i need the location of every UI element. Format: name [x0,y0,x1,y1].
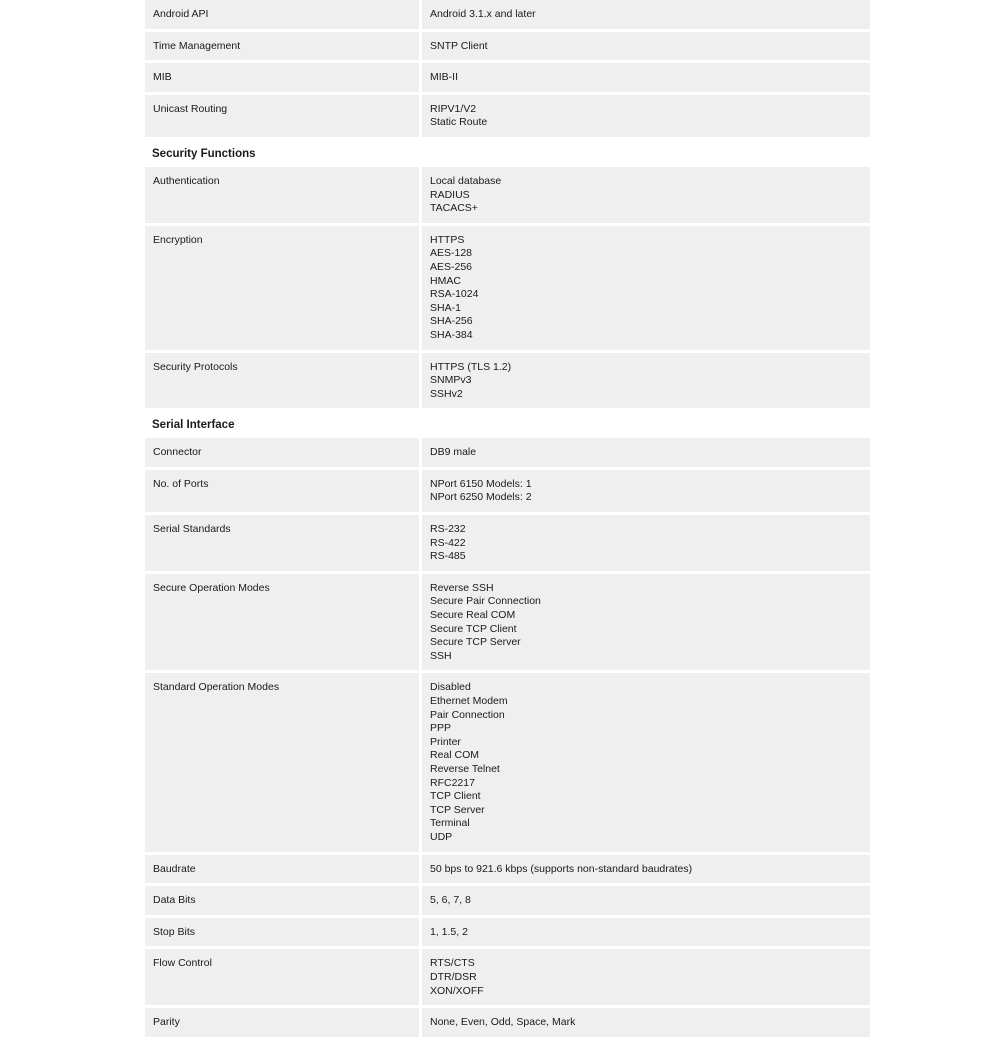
spec-value-line: 5, 6, 7, 8 [430,894,471,907]
spec-row [145,95,870,137]
spec-value-line: HMAC [430,274,461,287]
spec-value [422,63,870,92]
spec-value [422,886,870,915]
spec-value-line: SSH [430,649,452,662]
spec-row [145,353,870,409]
spec-value-line: RSA-1024 [430,288,479,301]
spec-label: No. of Ports [145,470,419,512]
spec-label: MIB [145,63,419,92]
spec-value [422,918,870,947]
spec-value-line: Secure TCP Client [430,622,517,635]
spec-label: Connector [145,438,419,467]
spec-value-line: RTS/CTS [430,957,475,970]
spec-value-line: RFC2217 [430,776,475,789]
spec-value-line: TCP Client [430,790,481,803]
spec-value-line: DTR/DSR [430,970,477,983]
spec-label: Encryption [145,226,419,350]
spec-label: Data Bits [145,886,419,915]
spec-value-line: UDP [430,830,453,843]
spec-label: Android API [145,0,419,29]
spec-value-line: RS-485 [430,550,466,563]
spec-label: Authentication [145,167,419,223]
spec-value-line: Real COM [430,749,480,762]
spec-value-line: 50 bps to 921.6 kbps (supports non-standard baudrates) [430,862,693,875]
spec-value-line: RADIUS [430,188,470,201]
spec-value-line: DB9 male [430,446,477,459]
spec-row [145,673,870,851]
spec-value-line: PPP [430,722,452,735]
spec-value [422,574,870,671]
spec-value-line: 1, 1.5, 2 [430,925,468,938]
spec-row [145,0,870,29]
section-heading: Security Functions [152,147,256,160]
spec-value-line: Secure Pair Connection [430,595,541,608]
spec-value-line: None, Even, Odd, Space, Mark [430,1016,576,1029]
spec-row [145,515,870,571]
spec-label: Security Protocols [145,353,419,409]
spec-value-line: Ethernet Modem [430,695,508,707]
section-heading: Serial Interface [152,419,235,432]
spec-row [145,63,870,92]
spec-value-line: RS-422 [430,536,466,549]
spec-value-line: Static Route [430,116,488,129]
spec-value-line: MIB-II [430,71,458,84]
spec-value [422,438,870,467]
spec-row [145,855,870,884]
spec-value [422,353,870,409]
spec-value-line: Disabled [430,681,471,694]
spec-value-line: SNMPv3 [430,374,472,387]
spec-label: Standard Operation Modes [145,673,419,851]
spec-row [145,949,870,1005]
spec-row [145,438,870,467]
spec-value-line: Pair Connection [430,708,505,721]
spec-value-line: Reverse Telnet [430,762,500,775]
spec-row [145,226,870,350]
spec-value-line: HTTPS [430,233,465,246]
spec-value-line: Secure TCP Server [430,636,521,649]
spec-row [145,574,870,671]
spec-value-line: AES-128 [430,247,473,260]
spec-label: Time Management [145,32,419,61]
spec-value-line: NPort 6150 Models: 1 [430,477,532,490]
spec-label: Unicast Routing [145,95,419,137]
spec-value-line: NPort 6250 Models: 2 [430,491,532,504]
spec-row [145,886,870,915]
spec-value [422,949,870,1005]
spec-value [422,32,870,61]
spec-value-line: SHA-1 [430,301,461,314]
spec-value-line: RIPV1/V2 [430,102,477,115]
spec-value-line: TCP Server [430,803,485,816]
spec-value-line: Reverse SSH [430,581,494,594]
spec-value-line: SNTP Client [430,39,488,52]
spec-value-line: XON/XOFF [430,984,484,997]
spec-value [422,470,870,512]
spec-label: Stop Bits [145,918,419,947]
spec-value [422,1008,870,1037]
spec-value [422,167,870,223]
spec-value [422,226,870,350]
spec-value-line: TACACS+ [430,202,478,215]
spec-value [422,515,870,571]
spec-label: Parity [145,1008,419,1037]
spec-row [145,470,870,512]
spec-label: Baudrate [145,855,419,884]
spec-value-line: Local database [430,174,502,187]
spec-row [145,918,870,947]
spec-value-line: AES-256 [430,260,473,273]
spec-row [145,167,870,223]
spec-value-line: SSHv2 [430,387,463,400]
spec-value-line: Terminal [430,817,470,830]
spec-label: Secure Operation Modes [145,574,419,671]
spec-value-line: Secure Real COM [430,609,516,622]
spec-value-line: SHA-384 [430,328,473,341]
spec-value [422,673,870,851]
spec-value-line: HTTPS (TLS 1.2) [430,360,512,373]
spec-value [422,855,870,884]
spec-row [145,32,870,61]
spec-label: Serial Standards [145,515,419,571]
spec-value-line: Printer [430,735,461,748]
spec-value [422,0,870,29]
spec-label: Flow Control [145,949,419,1005]
spec-value-line: Android 3.1.x and later [430,8,536,20]
spec-row [145,1008,870,1037]
spec-value-line: SHA-256 [430,315,473,328]
spec-value [422,95,870,137]
spec-sheet [145,0,870,1040]
spec-value-line: RS-232 [430,523,466,536]
